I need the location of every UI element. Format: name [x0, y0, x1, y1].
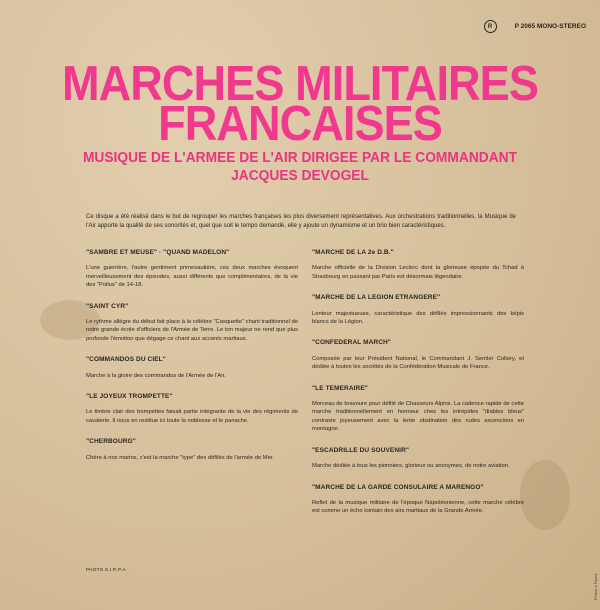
track-section [312, 484, 524, 516]
left-column [86, 249, 298, 475]
subtitle-line-1: MUSIQUE DE L'ARMEE DE L'AIR DIRIGEE PAR LE COMMANDANT [82, 150, 518, 166]
track-title: "MARCHE DE LA LEGION ETRANGERE" [312, 294, 441, 302]
registered-mark: R [484, 20, 497, 33]
catalog-number: P 2065 MONO-STEREO [514, 23, 586, 30]
track-title: "SAMBRE ET MEUSE" · "QUAND MADELON" [86, 249, 230, 256]
track-description: Morceau de bravoure pour défilé de Chasseurs Alpins. La cadence rapide de cette marche traditionnellement en honneur chez les intrépides "diables bleus" contraste joyeusement avec la lente obstination des rudes ascencions en montagne. [312, 401, 524, 433]
subtitle-line-2: JACQUES DEVOGEL [231, 168, 369, 184]
track-section [312, 385, 524, 434]
track-title: "LE TEMERAIRE" [312, 384, 368, 392]
title-line-1: MARCHES MILITAIRES [62, 57, 538, 111]
track-title: "COMMANDOS DU CIEL" [86, 356, 166, 364]
track-description: Marche dédiée à tous les pionniers, glorieux ou anonymes, de notre aviation. [312, 463, 510, 470]
track-section [86, 249, 298, 290]
track-description: L'une guerrière, l'autre gentiment primesautière, ces deux marches évoquent merveilleusement des épisodes, aussi différents que complimentaires, de la vie des "Poilus" de 14-18. [86, 265, 298, 289]
photo-credit: PHOTO S.I.R.P.A. [86, 567, 128, 572]
track-title: "MARCHE DE LA GARDE CONSULAIRE A MARENGO" [312, 483, 484, 491]
title-line-2: FRANCAISES [158, 97, 442, 151]
right-column [312, 249, 524, 529]
track-section [86, 438, 298, 462]
track-description: Chère à nos marins, c'est la marche "type" des défilés de l'armée de Mer. [86, 454, 275, 461]
track-title: "LE JOYEUX TROMPETTE" [86, 393, 173, 401]
track-description: Lenteur majestueuse, caractéristique des défilés impressionnants des képis blancs de la Légion. [312, 310, 524, 326]
track-title: "CHERBOURG" [86, 438, 136, 446]
track-section [312, 249, 524, 281]
catalog-header [484, 20, 586, 33]
track-description: Le rythme allègre du début fait place à la célèbre "Casquette" chant traditionnel de notre grande école d'officiers de l'Armée de Terre. Le ton majeur ne rend que plus profonde l'émotion que dégage ce chant aux accents martiaux. [86, 319, 298, 342]
track-title: "SAINT CYR" [86, 302, 129, 310]
track-description: Le timbre clair des trompettes faisait partie intégrante de la vie des régiments de cavalerie. Il nous en restitue ici toute la noblesse et le panache. [86, 409, 298, 424]
paper-stain [520, 460, 570, 530]
track-description: Marche officielle de la Division Leclerc dont la glorieuse épopée du Tchad à Strasbourg en passant par Paris est désormais légendaire. [312, 265, 524, 280]
track-section [312, 294, 524, 326]
intro-paragraph: Ce disque a été réalisé dans le but de regrouper les marches françaises les plus diversement représentatives. Aux orchestrations traditionnelles, la Musique de l'Air apporte la qualité de ses sonorités et, quel que soit le tempo demandé, elle y ajoute un dynamisme et un brio bien caractéristiques. [86, 214, 516, 229]
printer-note: Printed in France [594, 573, 598, 600]
track-title: "MARCHE DE LA 2e D.B." [312, 249, 394, 256]
track-section [86, 356, 298, 380]
track-description: Composée par leur Président National, le Commandant J. Semler Collery, et dédiée à toutes les sociétés de la Confédération Musicale de France. [312, 355, 524, 371]
track-title: "ESCADRILLE DU SOUVENIR" [312, 446, 410, 454]
track-section [86, 303, 298, 344]
track-description: Marche à la gloire des commandos de l'Armée de l'Air. [86, 372, 226, 379]
track-section [86, 393, 298, 425]
track-description: Reflet de la musique militaire de l'époque Napoléonienne, cette marche célèbre est comme un écho lointain des airs martiaux de la Grande Armée. [312, 499, 524, 515]
track-title: "CONFEDERAL MARCH" [312, 339, 391, 347]
track-section [312, 339, 524, 371]
track-section [312, 447, 524, 471]
